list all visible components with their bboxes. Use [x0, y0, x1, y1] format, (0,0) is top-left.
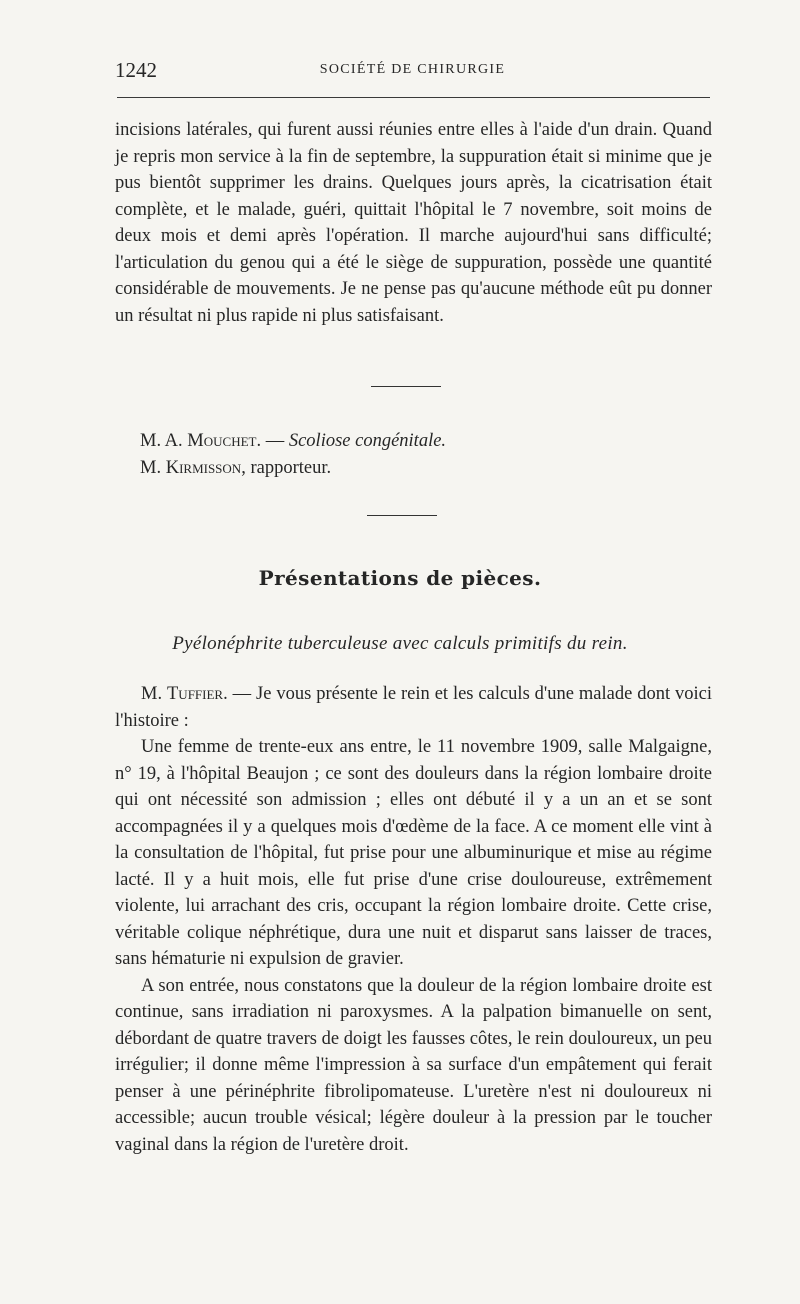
section-subtitle: Pyélonéphrite tuberculeuse avec calculs primitifs du rein.: [172, 633, 628, 654]
intro-text: . — Je vous présente le rein et les calculs d'une malade dont voici l'histoire :: [115, 684, 713, 731]
paragraph: Une femme de trente-eux ans entre, le 11 novembre 1909, salle Malgaigne, n° 19, à l'hôpital Beaujon ; ce sont des douleurs dans la région lombaire droite qui ont nécessité son admission ; elles ont débuté il y a un an et se sont accompagnées il y a quelques mois d'œdème de la face. A ce moment elle vint à la consultation de l'hôpital, fut prise pour une albuminurique et mise au régime lacté. Il y a huit mois, elle fut prise d'une crise douloureuse, extrêmement violente, lui arrachant des cris, occupant la région lombaire droite. Cette crise, véritable colique néphrétique, dura une nuit et disparut sans laisser de traces, sans hématurie ni expulsion de gravier.: [115, 737, 712, 969]
author-name: Mouchet: [187, 431, 257, 451]
intro-paragraph: [115, 681, 712, 734]
page-number: 1242: [115, 58, 157, 82]
continued-text-block: [115, 117, 712, 329]
entry-separator: . —: [256, 431, 289, 451]
author-name: Tuffier: [167, 684, 224, 704]
header-rule: [117, 97, 710, 98]
page-header: [115, 58, 710, 88]
author-name: Kirmisson: [165, 457, 242, 478]
rapporteur-role: , rapporteur.: [241, 457, 332, 478]
author-prefix: M.: [141, 684, 163, 704]
communication-entry: [140, 428, 446, 455]
separator-rule: [371, 386, 441, 387]
section-title: Présentations de pièces.: [258, 566, 542, 590]
paragraph: A son entrée, nous constatons que la douleur de la région lombaire droite est continue, sans irradiation ni paroxysmes. A la palpation bimanuelle on sent, débordant de quatre travers de doigt les fausses côtes, le rein douloureux, un peu irrégulier; il donne même l'impression à sa surface d'un empâtement qui ferait penser à une périnéphrite fibrolipomateuse. L'uretère n'est ni douloureux ni accessible; aucun trouble vésical; légère douleur à la pression par le toucher vaginal dans la région de l'uretère droit.: [115, 975, 712, 1155]
case-report-text: [115, 681, 712, 1158]
author-prefix: M.: [140, 457, 162, 478]
paragraph: incisions latérales, qui furent aussi réunies entre elles à l'aide d'un drain. Quand je repris mon service à la fin de septembre, la suppuration était si minime que je pus bientôt supprimer les drains. Quelques jours après, la cicatrisation était complète, et le malade, guéri, quittait l'hôpital le 7 novembre, soit moins de deux mois et demi après l'opération. Il marche aujourd'hui sans difficulté; l'articulation du genou qui a été le siège de suppuration, possède une quantité considérable de mouvements. Je ne pense pas qu'aucune méthode eût pu donner un résultat ni plus rapide ni plus satisfaisant.: [115, 120, 712, 326]
running-title: SOCIÉTÉ DE CHIRURGIE: [319, 62, 506, 77]
rapporteur-entry: [140, 455, 446, 482]
author-prefix: M. A.: [140, 431, 183, 451]
separator-rule: [367, 515, 437, 516]
communication-title: Scoliose congénitale.: [288, 431, 447, 451]
communication-list: [140, 428, 446, 481]
